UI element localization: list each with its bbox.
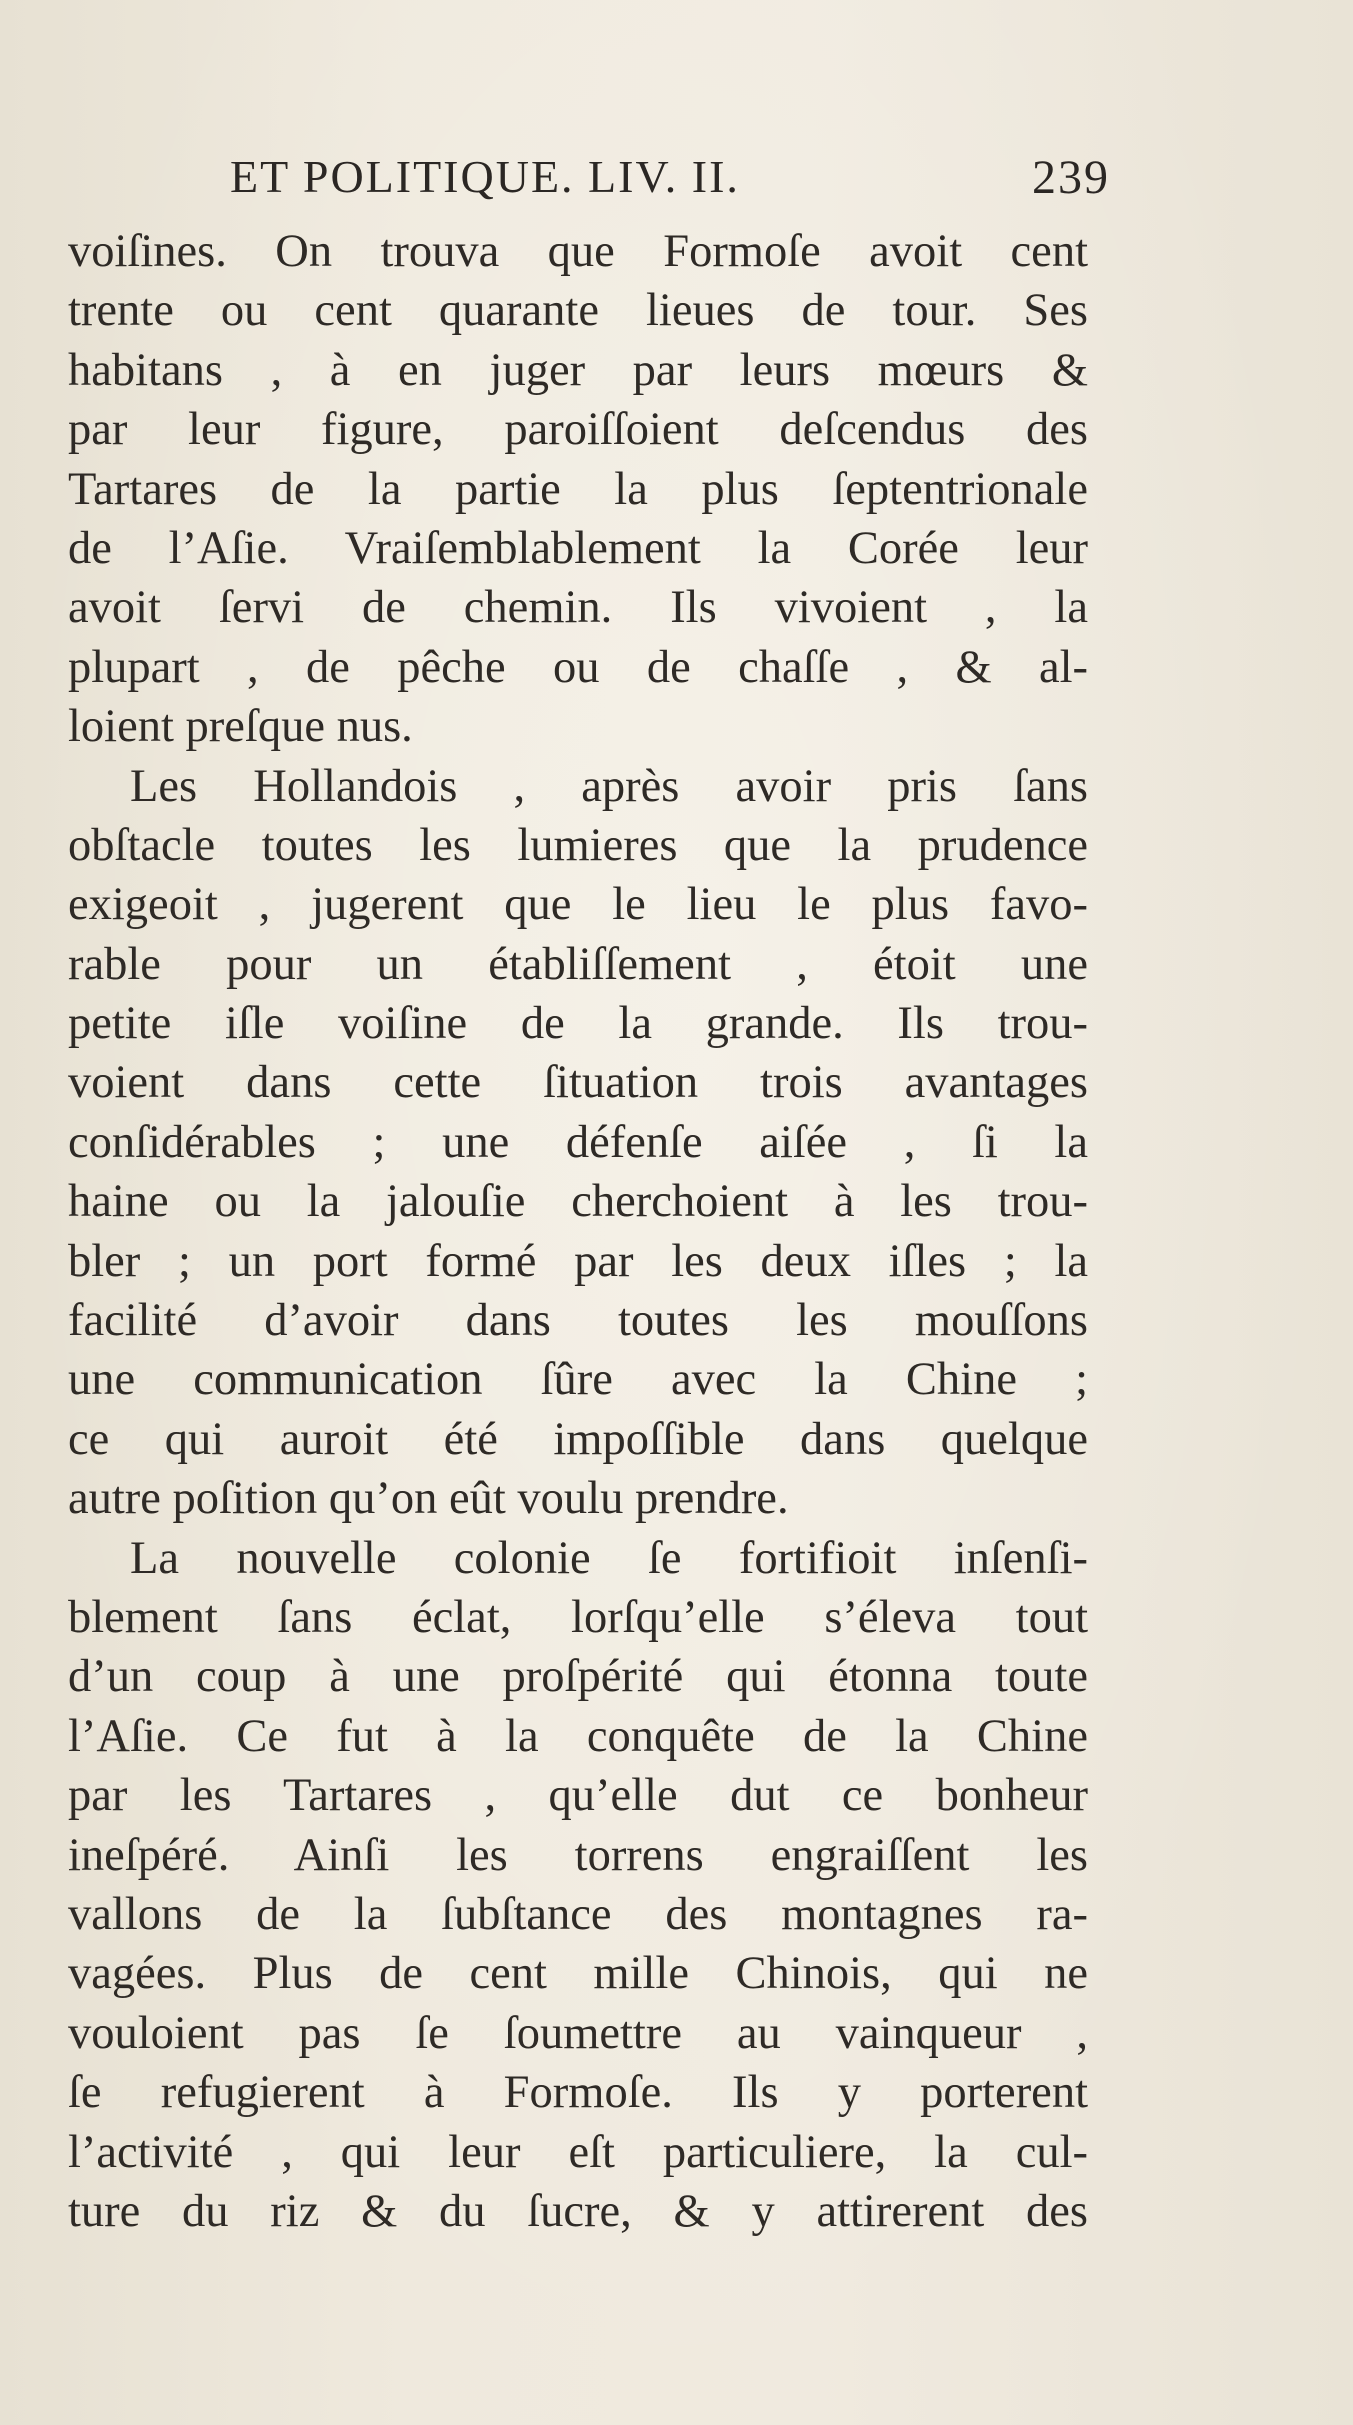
text-line: trente ou cent quarante lieues de tour. Ses (68, 285, 1088, 337)
text-line: l’activité , qui leur eſt particuliere, la cul- (68, 2126, 1088, 2178)
text-line: de l’Aſie. Vraiſemblablement la Corée leur (68, 522, 1088, 574)
text-line: Tartares de la partie la plus ſeptentrionale (68, 463, 1088, 515)
text-line: avoit ſervi de chemin. Ils vivoient , la (68, 582, 1088, 634)
text-line: habitans , à en juger par leurs mœurs & (68, 344, 1088, 396)
text-line: ce qui auroit été impoſſible dans quelque (68, 1413, 1088, 1465)
text-line: exigeoit , jugerent que le lieu le plus favo- (68, 879, 1088, 931)
text-line: loient preſque nus. (68, 701, 413, 753)
page-header (230, 150, 1110, 220)
text-line: obſtacle toutes les lumieres que la prudence (68, 819, 1088, 871)
text-line: haine ou la jalouſie cherchoient à les trou- (68, 1176, 1088, 1228)
text-line: facilité d’avoir dans toutes les mouſſons (68, 1295, 1088, 1347)
text-line: voient dans cette ſituation trois avantages (68, 1057, 1088, 1109)
text-line: par les Tartares , qu’elle dut ce bonheur (68, 1770, 1088, 1822)
text-line: ſe refugierent à Formoſe. Ils y porterent (68, 2067, 1088, 2119)
paragraph-start-line: Les Hollandois , après avoir pris ſans (130, 760, 1088, 812)
text-line: ture du riz & du ſucre, & y attirerent des (68, 2185, 1088, 2237)
text-line: ineſpéré. Ainſi les torrens engraiſſent les (68, 1829, 1088, 1881)
text-line: conſidérables ; une défenſe aiſée , ſi la (68, 1116, 1088, 1168)
text-line: vouloient pas ſe ſoumettre au vainqueur , (68, 2007, 1088, 2059)
text-line: rable pour un établiſſement , étoit une (68, 938, 1088, 990)
text-line: une communication ſûre avec la Chine ; (68, 1354, 1088, 1406)
text-line: plupart , de pêche ou de chaſſe , & al- (68, 641, 1088, 693)
text-line: petite iſle voiſine de la grande. Ils trou- (68, 998, 1088, 1050)
text-line: blement ſans éclat, lorſqu’elle s’éleva tout (68, 1591, 1088, 1643)
text-line: vagées. Plus de cent mille Chinois, qui ne (68, 1948, 1088, 2000)
running-title: ET POLITIQUE. LIV. II. (230, 151, 740, 202)
body-text (68, 222, 1088, 2241)
text-line: bler ; un port formé par les deux iſles ; la (68, 1235, 1088, 1287)
page-number: 239 (1032, 151, 1110, 204)
text-line: l’Aſie. Ce fut à la conquête de la Chine (68, 1710, 1088, 1762)
text-line: voiſines. On trouva que Formoſe avoit cent (68, 226, 1088, 277)
text-line: d’un coup à une proſpérité qui étonna toute (68, 1651, 1088, 1703)
text-line: par leur figure, paroiſſoient deſcendus des (68, 404, 1088, 456)
text-line: vallons de la ſubſtance des montagnes ra- (68, 1888, 1088, 1940)
text-line: autre poſition qu’on eût voulu prendre. (68, 1473, 789, 1525)
paragraph-start-line: La nouvelle colonie ſe fortifioit inſenſi- (130, 1532, 1088, 1584)
